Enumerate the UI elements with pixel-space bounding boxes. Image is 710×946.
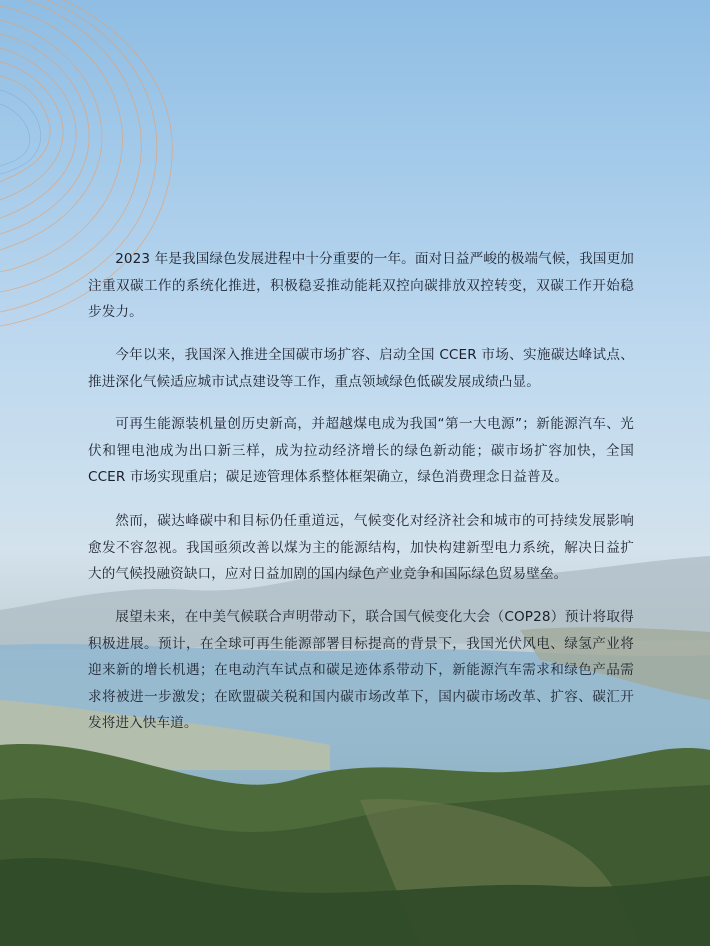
paragraph-1: 2023 年是我国绿色发展进程中十分重要的一年。面对日益严峻的极端气候，我国更加注重双碳工作的系统化推进，积极稳妥推动能耗双控向碳排放双控转变，双碳工作开始稳步发力。 [88,251,634,321]
paragraph-5: 展望未来，在中美气候联合声明带动下，联合国气候变化大会（COP28）预计将取得积极进展。预计，在全球可再生能源部署目标提高的背景下，我国光伏风电、绿氢产业将迎来新的增长机遇；在电动汽车试点和碳足迹体系带动下，新能源汽车需求和绿色产品需求将被进一步激发；在欧盟碳关税和国内碳市场改革下，国内碳市场改革、扩容、碳汇开发将进入快车道。 [88,609,634,732]
paragraph-3: 可再生能源装机量创历史新高，并超越煤电成为我国“第一大电源”；新能源汽车、光伏和锂电池成为出口新三样，成为拉动经济增长的绿色新动能；碳市场扩容加快，全国 CCER 市场实现重启；碳足迹管理体系整体框架确立，绿色消费理念日益普及。 [88,416,634,486]
paragraph-2: 今年以来，我国深入推进全国碳市场扩容、启动全国 CCER 市场、实施碳达峰试点、推进深化气候适应城市试点建设等工作，重点领域绿色低碳发展成绩凸显。 [88,347,634,390]
contour-lines-blue [0,90,41,174]
paragraph-4: 然而，碳达峰碳中和目标仍任重道远，气候变化对经济社会和城市的可持续发展影响愈发不容忽视。我国亟须改善以煤为主的能源结构，加快构建新型电力系统，解决日益扩大的气候投融资缺口，应对日益加剧的国内绿色产业竞争和国际绿色贸易壁垒。 [88,513,634,583]
